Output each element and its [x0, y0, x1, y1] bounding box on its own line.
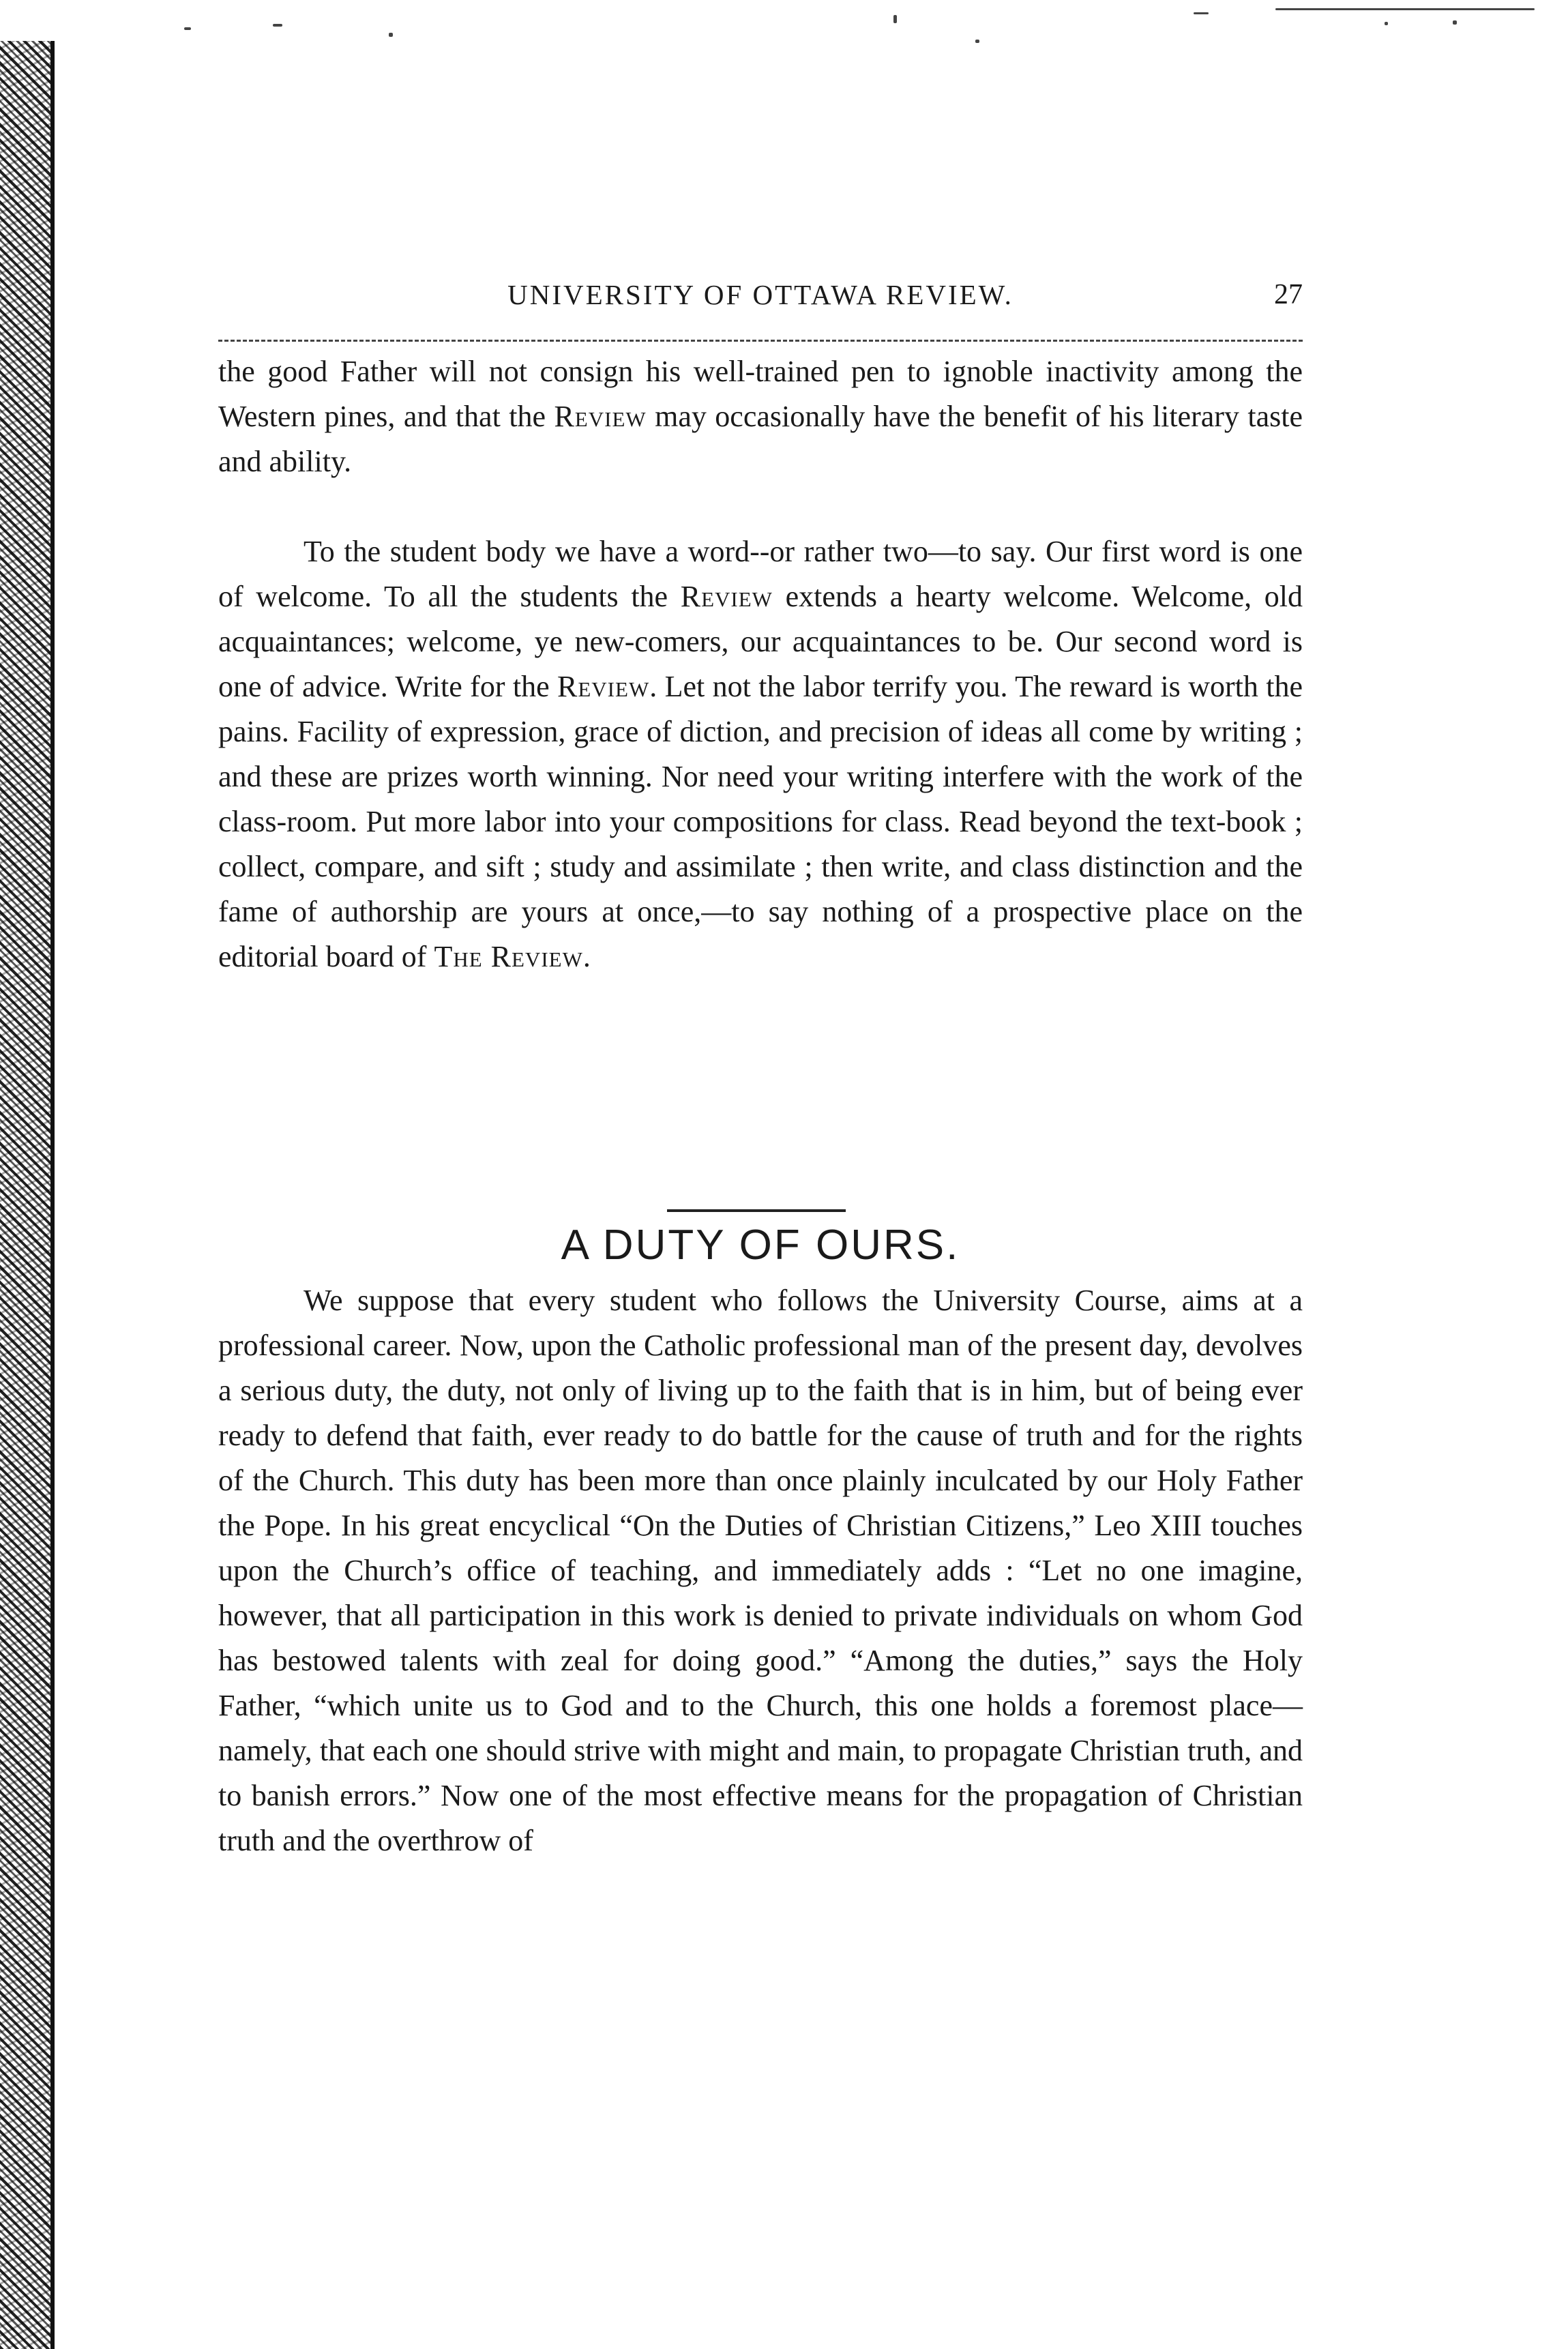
- scan-artifacts: [171, 7, 1535, 48]
- journal-name: The Review: [434, 940, 583, 973]
- paragraph-text: To the student body we have a word--or rather two—to say. Our first word is one of welcome. To all the students the: [218, 535, 1303, 613]
- journal-name: Review: [557, 670, 650, 703]
- running-title: UNIVERSITY OF OTTAWA REVIEW.: [507, 279, 1014, 310]
- journal-name: Review: [680, 580, 773, 613]
- journal-name: Review: [554, 400, 647, 433]
- page-number: 27: [1274, 279, 1303, 310]
- paragraph-text: . Let not the labor terrify you. The reward is worth the pains. Facility of expression, grace of diction, and precision of ideas all come by writing ; and these are prizes worth winning. Nor need your writing interfere with the work of the class-room. Put more labor into your compositions for class. Read beyond the text-book ; collect, compare, and sift ; study and assimilate ; then write, and class distinction and the fame of authorship are yours at once,—to say nothing of a prospective place on the editorial board of: [218, 670, 1303, 973]
- paragraph-text: the good Father will not consign his well-trained pen to ignoble inactivity among the Western pines, and that the: [218, 355, 1303, 433]
- page-binding-edge: [0, 41, 55, 2349]
- article-body: We suppose that every student who follows the University Course, aims at a professional career. Now, upon the Catholic professional man of the present day, devolves a serious duty, the duty, not only of living up to the faith that is in him, but of being ever ready to defend that faith, ever ready to do battle for the cause of truth and for the rights of the Church. This duty has been more than once plainly inculcated by our Holy Father the Pope. In his great encyclical “On the Duties of Christian Citizens,” Leo XIII touches upon the Church’s office of teaching, and immediately adds : “Let no one imagine, however, that all participation in this work is denied to private individuals on whom God has bestowed talents with zeal for doing good.” “Among the duties,” says the Holy Father, “which unite us to God and to the Church, this one holds a foremost place—namely, that each one should strive with might and main, to propagate Christian truth, and to banish errors.” Now one of the most effective means for the propagation of Christian truth and the overthrow of: [218, 1284, 1303, 1857]
- running-header: [218, 278, 1303, 326]
- paragraph-text: extends a hearty welcome. Welcome, old acquaintances; welcome, ye new-comers, our acquaintances to be. Our second word is one of advice. Write for the: [218, 580, 1303, 703]
- section-separator: [667, 1209, 846, 1212]
- header-rule: [218, 340, 1303, 342]
- paragraph-text: .: [582, 940, 591, 973]
- paragraph-text: may occasionally have the benefit of his literary taste and ability.: [218, 400, 1303, 478]
- paragraph-advice-to-students: [218, 529, 1303, 979]
- article-heading: A DUTY OF OURS.: [561, 1222, 960, 1269]
- paragraph-continuation: [218, 349, 1303, 484]
